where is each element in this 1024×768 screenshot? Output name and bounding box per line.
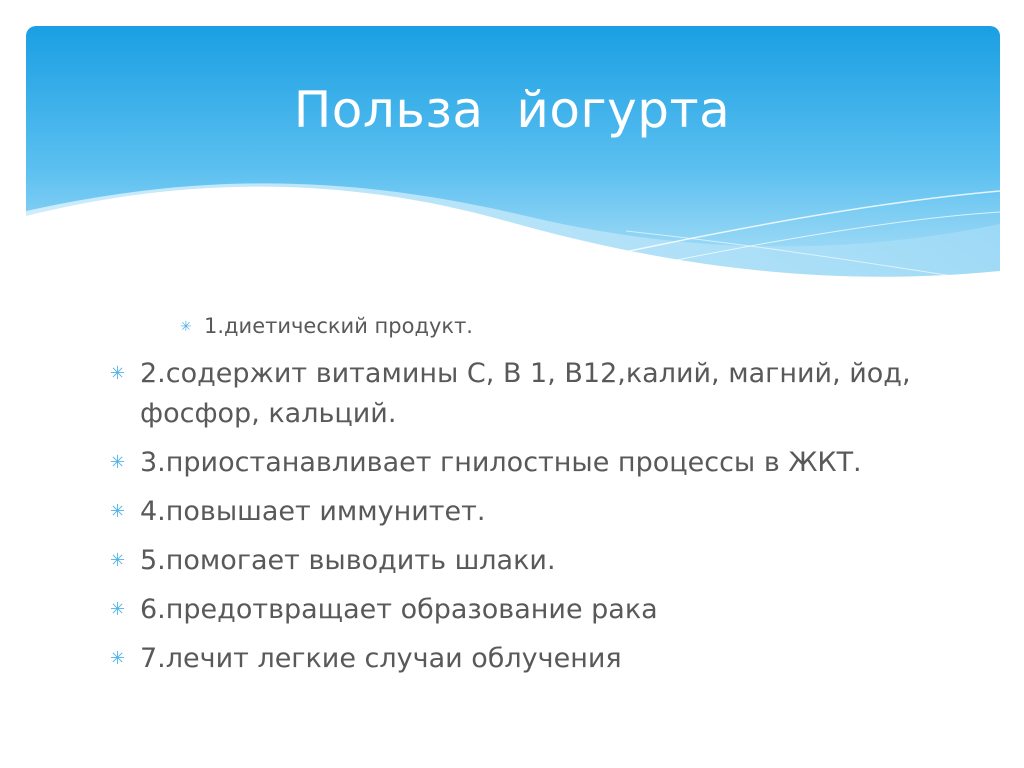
asterisk-bullet-icon: ✳ — [180, 319, 192, 335]
bullet-text: 4.повышает иммунитет. — [140, 496, 486, 527]
bullet-text: 7.лечит легкие случаи облучения — [140, 643, 622, 674]
header-banner — [26, 26, 1000, 288]
bullet-item — [180, 312, 930, 340]
bullet-text: 3.приостанавливает гнилостные процессы в ЖКТ. — [140, 447, 862, 478]
asterisk-bullet-icon: ✳ — [110, 599, 126, 620]
bullet-item — [110, 590, 930, 630]
bullet-text: 2.содержит витамины С, В 1, В12,калий, магний, йод, фосфор, кальций. — [140, 358, 911, 429]
asterisk-bullet-icon: ✳ — [110, 452, 126, 473]
bullet-text: 6.предотвращает образование рака — [140, 594, 658, 625]
bullet-list — [110, 312, 930, 688]
bullet-item — [110, 354, 930, 434]
bullet-item — [110, 443, 930, 483]
bullet-item — [110, 639, 930, 679]
bullet-item — [110, 541, 930, 581]
wave-background — [26, 26, 1000, 288]
slide-title: Польза йогурта — [293, 81, 731, 139]
asterisk-bullet-icon: ✳ — [110, 501, 126, 522]
bullet-text: 1.диетический продукт. — [204, 314, 473, 338]
bullet-item — [110, 492, 930, 532]
asterisk-bullet-icon: ✳ — [110, 363, 126, 384]
bullet-text: 5.помогает выводить шлаки. — [140, 545, 556, 576]
asterisk-bullet-icon: ✳ — [110, 550, 126, 571]
asterisk-bullet-icon: ✳ — [110, 648, 126, 669]
